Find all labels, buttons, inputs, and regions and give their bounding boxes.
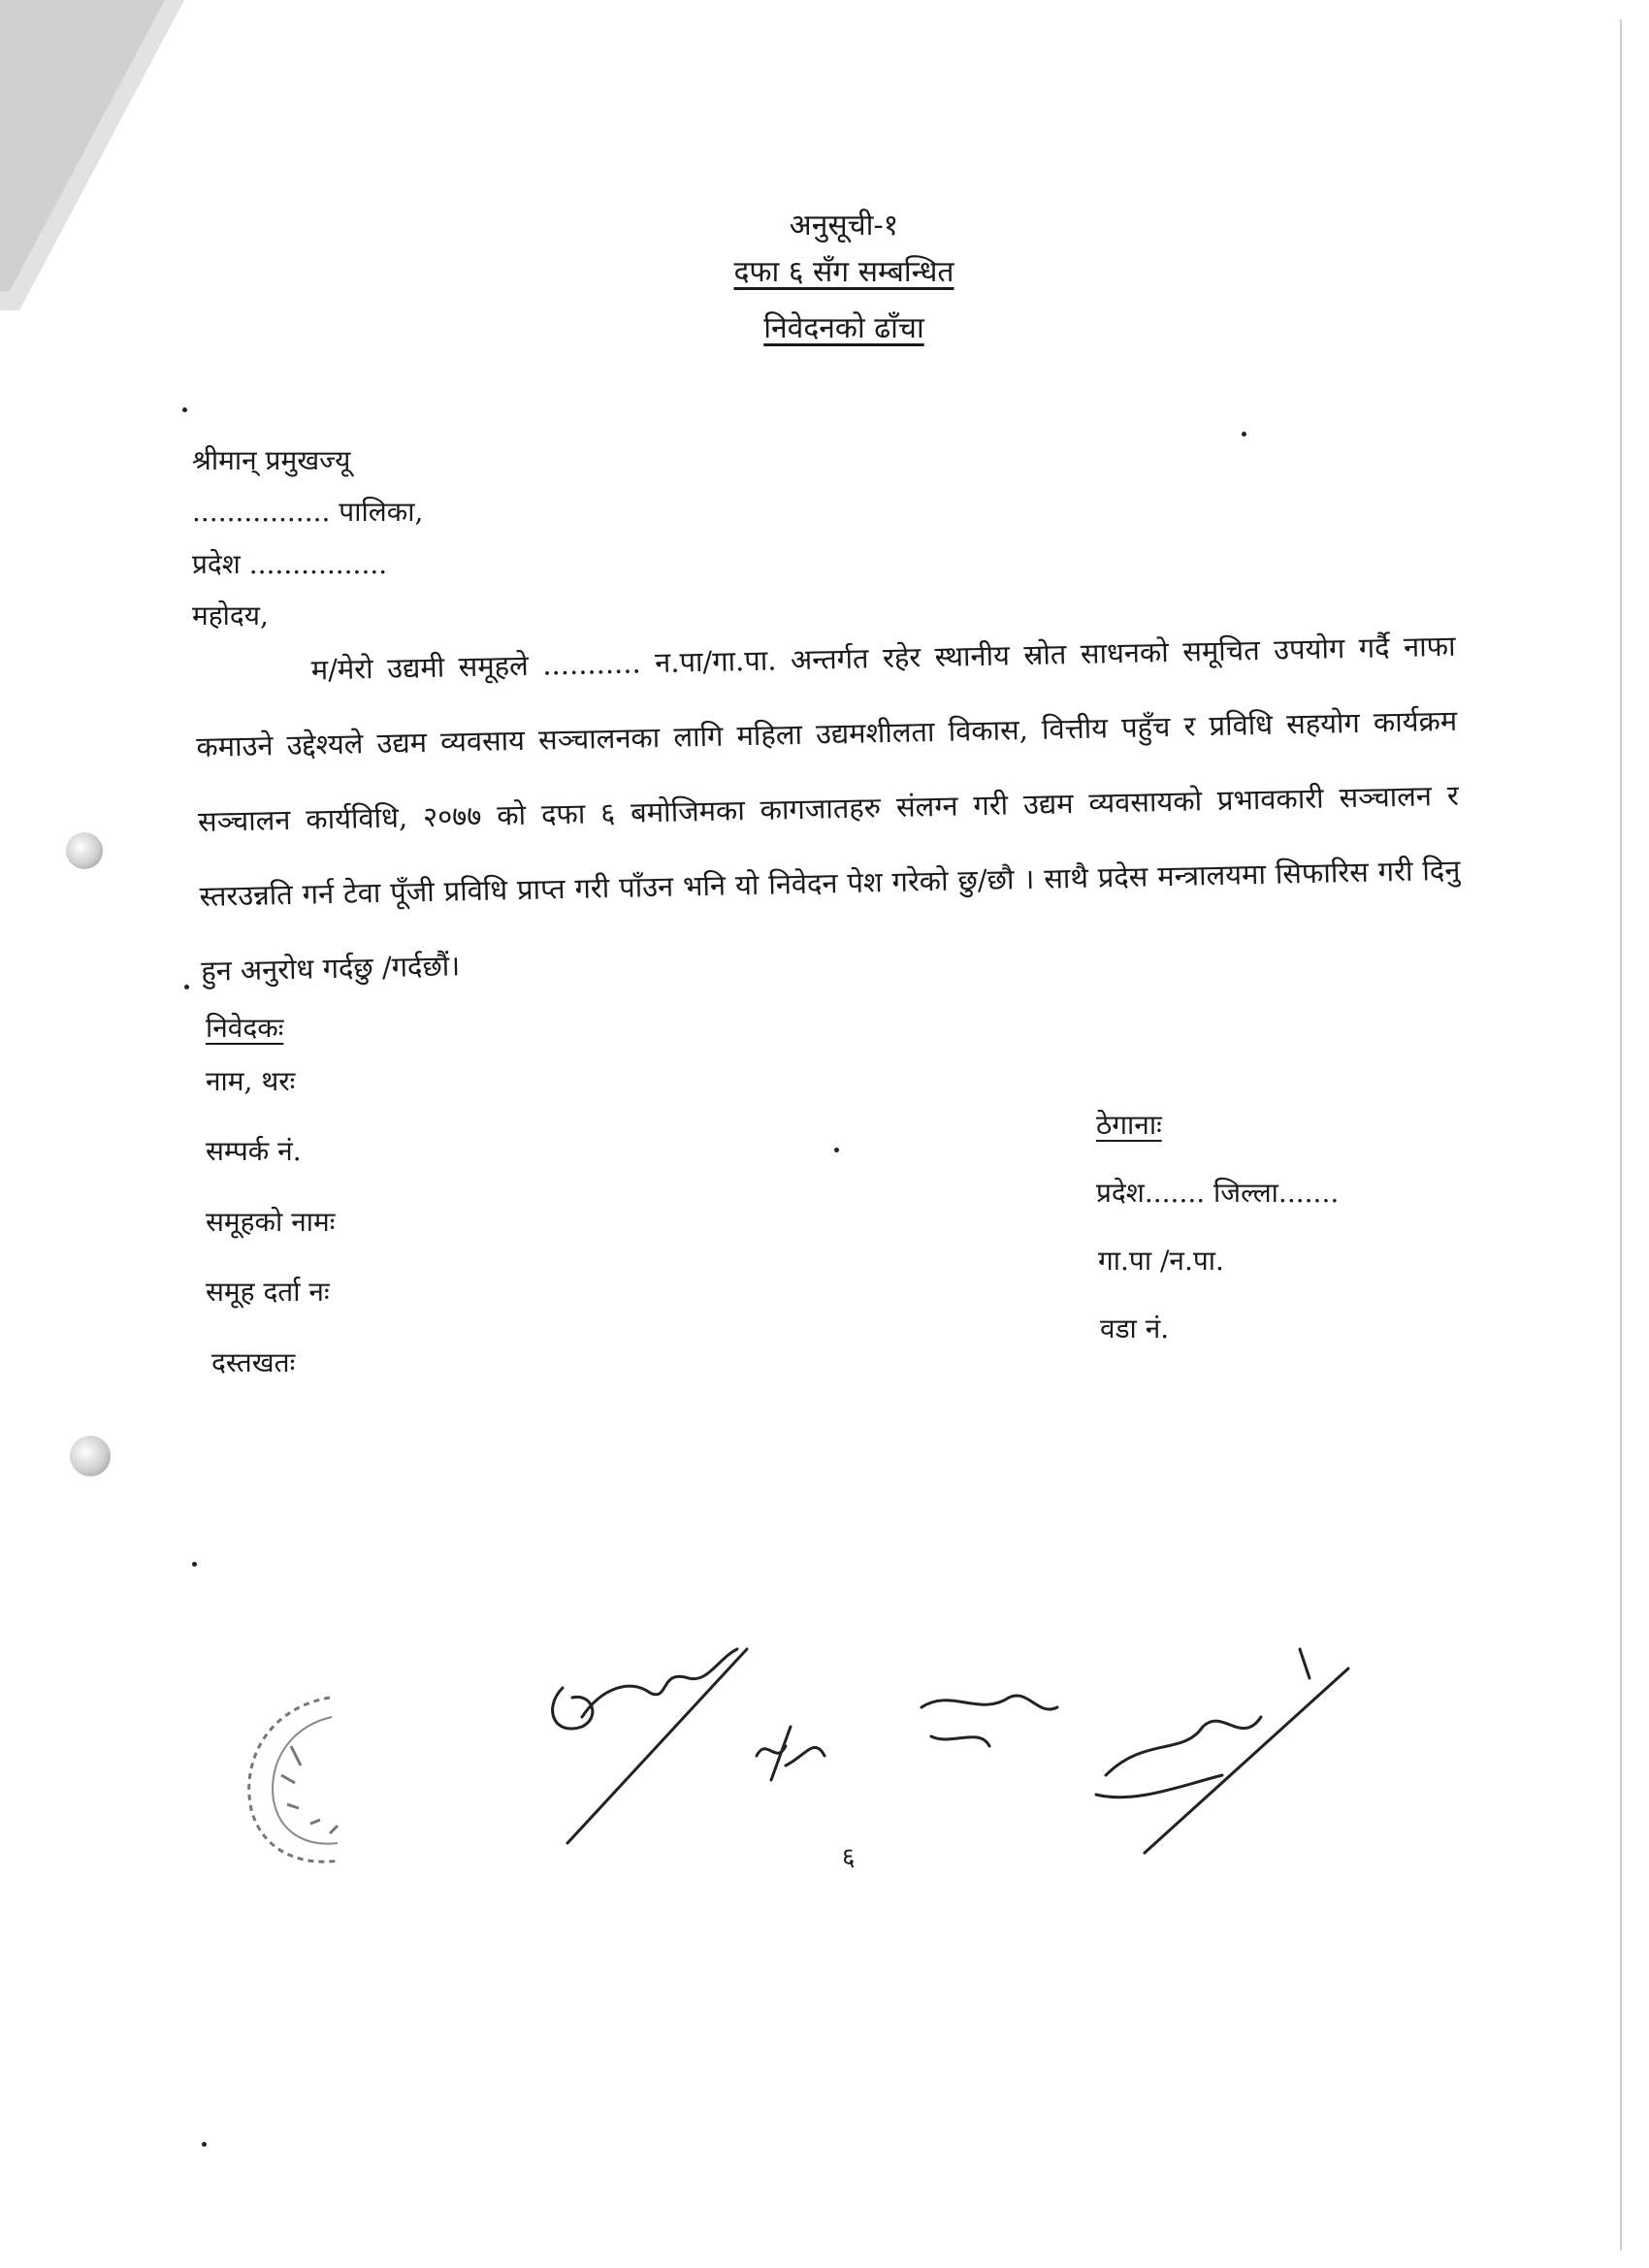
application-paragraph: म/मेरो उद्यमी समूहले ........... न.पा/गा.पा. अन्तर्गत रहेर स्थानीय स्रोत साधनको समूचित उपयोग गर्दै नाफा कमाउने उद्देश्यले उद्यम व्यवसाय सञ्चालनका लागि महिला उद्यमशीलता विकास, वित्तीय पहुँच र प्रविधि सहयोग कार्यक्रम सञ्चालन कार्यविधि, २०७७ को दफा ६ बमोजिमका कागजातहरु संलग्न गरी उद्यम व्यवसायको प्रभावकारी सञ्चालन र स्तरउन्नति गर्न टेवा पूँजी प्रविधि प्राप्त गरी पाँउन भनि यो निवेदन पेश गरेको छु/छौ । साथै प्रदेस मन्त्रालयमा सिफारिस गरी दिनु हुन अनुरोध गर्दछु /गर्दछौं। — [196, 629, 1461, 988]
signature-label: दस्तखतः — [211, 1346, 296, 1378]
punch-hole — [66, 832, 103, 869]
section-heading: दफा ६ सँग सम्बन्धित — [733, 255, 954, 289]
speck — [1242, 432, 1246, 437]
contact-number-label: सम्पर्क नं. — [206, 1135, 302, 1167]
handwritten-signatures — [524, 1610, 1358, 1863]
mahoday-line: महोदय, — [192, 599, 269, 632]
schedule-heading: अनुसूची-१ — [789, 209, 899, 243]
office-seal — [233, 1688, 388, 1872]
punch-hole — [70, 1436, 111, 1476]
page-edge — [1620, 19, 1622, 2251]
speck — [202, 2142, 207, 2147]
municipality-line: गा.पा /न.पा. — [1098, 1245, 1224, 1277]
address-heading: ठेगानाः — [1096, 1109, 1162, 1141]
form-title: निवेदनको ढाँचा — [763, 311, 924, 345]
applicant-name-label: नाम, थरः — [206, 1065, 296, 1097]
speck — [182, 407, 187, 412]
speck — [184, 985, 189, 989]
speck — [834, 1148, 839, 1152]
ward-line: वडा नं. — [1100, 1312, 1170, 1345]
province-district-line: प्रदेश....... जिल्ला....... — [1096, 1177, 1340, 1209]
salutation: श्रीमान् प्रमुखज्यू — [192, 444, 351, 476]
group-name-label: समूहको नामः — [206, 1206, 336, 1238]
group-registration-label: समूह दर्ता नः — [206, 1276, 330, 1308]
palika-line: ................ पालिका, — [192, 496, 424, 528]
applicant-heading: निवेदकः — [206, 1012, 284, 1044]
speck — [192, 1562, 197, 1567]
page-number: ६ — [842, 1843, 856, 1872]
pradesh-line: प्रदेश ................ — [192, 548, 388, 580]
